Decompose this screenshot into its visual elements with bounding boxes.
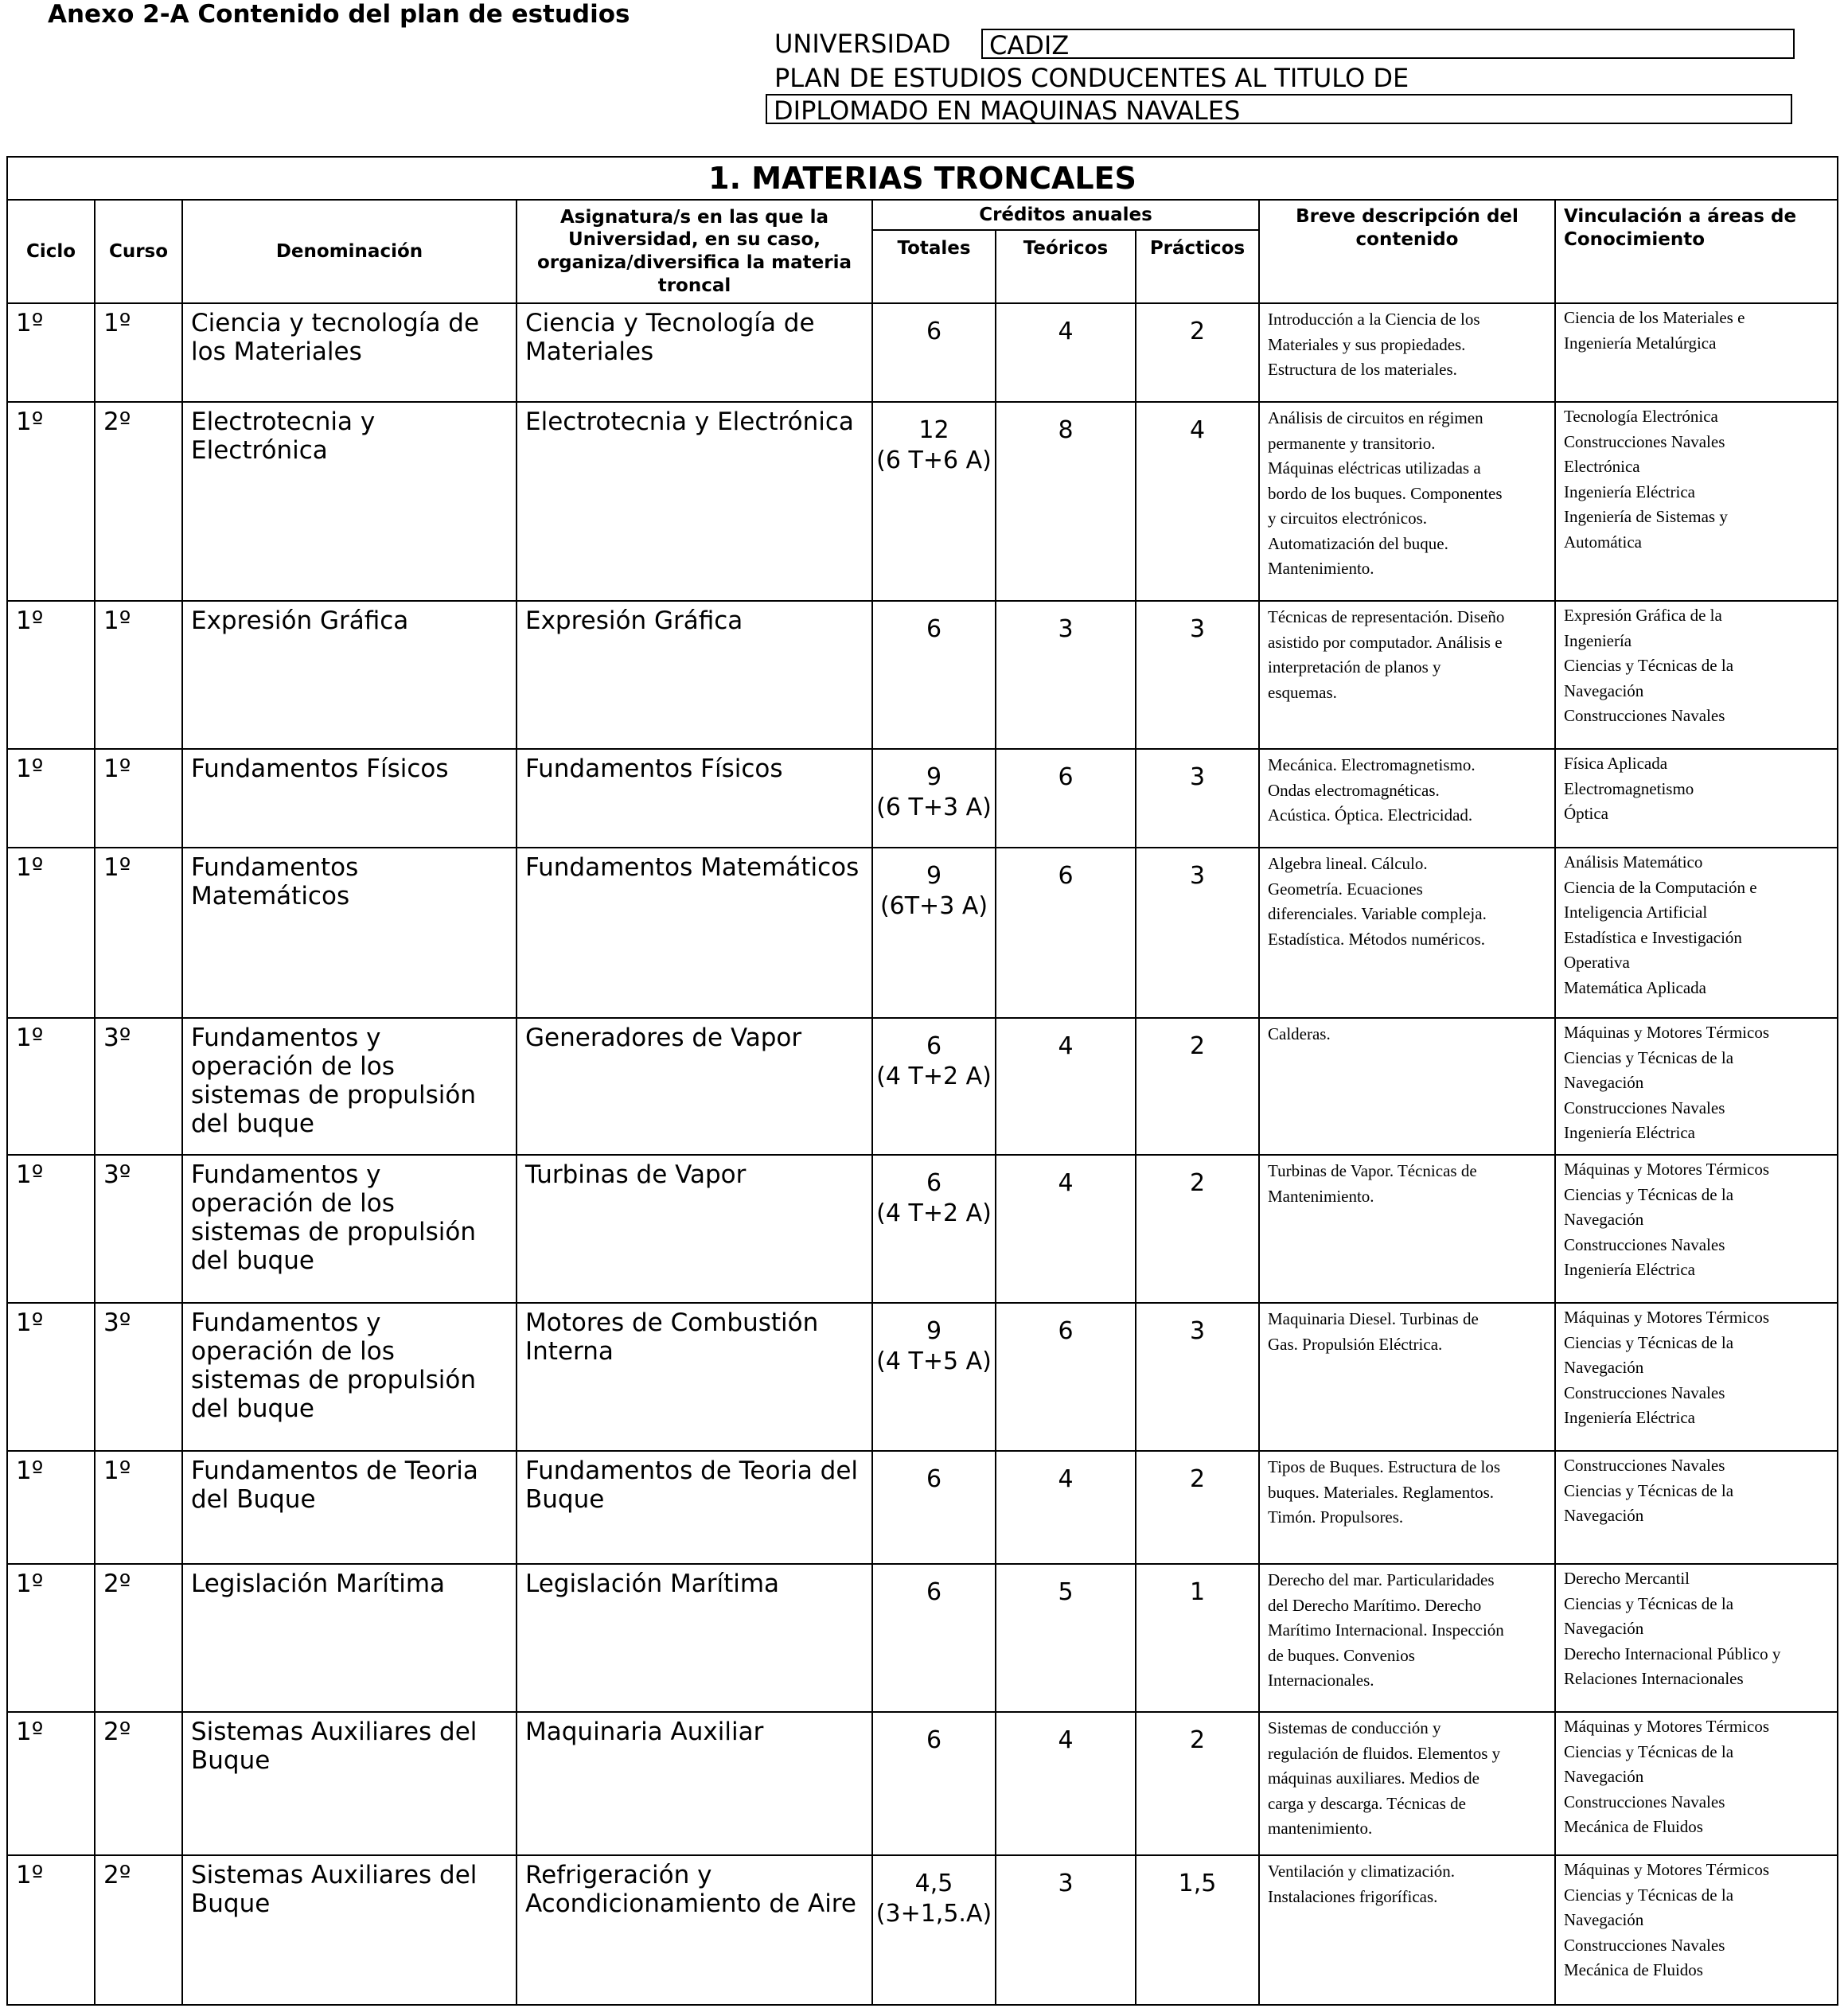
cell-ciclo: 1º (7, 848, 95, 1018)
area-line: Estadística e Investigación (1564, 927, 1742, 947)
university-block (774, 25, 1795, 124)
area-line: Operativa (1564, 953, 1630, 972)
cell-asignatura: Generadores de Vapor (517, 1018, 872, 1155)
descripcion-line: Tipos de Buques. Estructura de los (1268, 1457, 1501, 1476)
area-line: Ingeniería Eléctrica (1564, 1260, 1695, 1279)
cell-totales (872, 1451, 996, 1564)
descripcion-line: mantenimiento. (1268, 1819, 1373, 1838)
descripcion-line: Acústica. Óptica. Electricidad. (1268, 805, 1473, 825)
cell-practicos: 2 (1136, 303, 1259, 402)
cell-totales (872, 1018, 996, 1155)
descripcion-line: Derecho del mar. Particularidades (1268, 1570, 1495, 1589)
descripcion-line: máquinas auxiliares. Medios de (1268, 1768, 1479, 1788)
descripcion-line: Internacionales. (1268, 1671, 1374, 1690)
totales-detail: (4 T+2 A) (876, 1199, 992, 1227)
area-line: Ingeniería Metalúrgica (1564, 333, 1717, 353)
table-row (7, 749, 1838, 848)
area-line: Relaciones Internacionales (1564, 1669, 1744, 1688)
cell-practicos: 2 (1136, 1018, 1259, 1155)
table-row (7, 303, 1838, 402)
cell-practicos: 4 (1136, 402, 1259, 601)
area-line: Máquinas y Motores Térmicos (1564, 1308, 1769, 1327)
cell-teoricos: 8 (996, 402, 1136, 601)
descripcion-line: de buques. Convenios (1268, 1645, 1415, 1665)
area-line: Construcciones Navales (1564, 1234, 1725, 1254)
section-title: 1. MATERIAS TRONCALES (7, 157, 1838, 200)
descripcion-line: Mecánica. Electromagnetismo. (1268, 755, 1476, 774)
cell-totales (872, 1303, 996, 1451)
cell-practicos: 3 (1136, 848, 1259, 1018)
cell-totales (872, 303, 996, 402)
degree-field: DIPLOMADO EN MAQUINAS NAVALES (766, 94, 1792, 124)
area-line: Construcciones Navales (1564, 1792, 1725, 1811)
cell-curso: 2º (95, 1712, 182, 1855)
totales-value: 6 (926, 1465, 942, 1493)
cell-practicos: 3 (1136, 1303, 1259, 1451)
cell-teoricos: 3 (996, 601, 1136, 749)
materias-table (6, 156, 1838, 2006)
totales-value: 6 (926, 615, 942, 643)
cell-denominacion: Electrotecnia y Electrónica (182, 402, 517, 601)
cell-totales (872, 848, 996, 1018)
area-line: Navegación (1564, 1619, 1644, 1638)
cell-ciclo: 1º (7, 1303, 95, 1451)
descripcion-line: Algebra lineal. Cálculo. (1268, 854, 1428, 873)
totales-value: 9 (926, 763, 942, 791)
cell-teoricos: 4 (996, 303, 1136, 402)
area-line: Automática (1564, 532, 1642, 552)
cell-asignatura: Expresión Gráfica (517, 601, 872, 749)
area-line: Ingeniería Eléctrica (1564, 1408, 1695, 1427)
area-line: Construcciones Navales (1564, 1935, 1725, 1955)
cell-curso: 1º (95, 601, 182, 749)
descripcion-line: Maquinaria Diesel. Turbinas de (1268, 1309, 1479, 1328)
descripcion-line: buques. Materiales. Reglamentos. (1268, 1482, 1495, 1502)
cell-vinculacion (1555, 1303, 1838, 1451)
cell-asignatura: Motores de Combustión Interna (517, 1303, 872, 1451)
descripcion-line: esquemas. (1268, 682, 1337, 702)
cell-ciclo: 1º (7, 1712, 95, 1855)
area-line: Navegación (1564, 1358, 1644, 1377)
descripcion-line: regulación de fluidos. Elementos y (1268, 1743, 1501, 1763)
cell-denominacion: Fundamentos de Teoria del Buque (182, 1451, 517, 1564)
descripcion-line: carga y descarga. Técnicas de (1268, 1793, 1466, 1813)
area-line: Máquinas y Motores Térmicos (1564, 1023, 1769, 1042)
cell-practicos: 1 (1136, 1564, 1259, 1712)
university-field: CADIZ (981, 29, 1795, 59)
cell-teoricos: 4 (996, 1155, 1136, 1303)
cell-asignatura: Legislación Marítima (517, 1564, 872, 1712)
table-row (7, 1564, 1838, 1712)
cell-denominacion: Expresión Gráfica (182, 601, 517, 749)
cell-denominacion: Legislación Marítima (182, 1564, 517, 1712)
header-asignatura: Asignatura/s en las que la Universidad, en su caso, organiza/diversifica la materia troncal (517, 200, 872, 303)
cell-ciclo: 1º (7, 303, 95, 402)
descripcion-line: bordo de los buques. Componentes (1268, 483, 1503, 503)
descripcion-line: Marítimo Internacional. Inspección (1268, 1620, 1504, 1640)
area-line: Expresión Gráfica de la (1564, 606, 1722, 625)
cell-totales (872, 402, 996, 601)
cell-ciclo: 1º (7, 749, 95, 848)
cell-teoricos: 4 (996, 1712, 1136, 1855)
cell-vinculacion (1555, 1155, 1838, 1303)
area-line: Navegación (1564, 1767, 1644, 1786)
cell-vinculacion (1555, 402, 1838, 601)
area-line: Matemática Aplicada (1564, 977, 1707, 997)
cell-ciclo: 1º (7, 1155, 95, 1303)
totales-detail: (4 T+2 A) (876, 1062, 992, 1090)
descripcion-line: Calderas. (1268, 1024, 1331, 1043)
area-line: Ingeniería de Sistemas y (1564, 507, 1728, 526)
cell-descripcion (1259, 1855, 1555, 2005)
cell-totales (872, 601, 996, 749)
area-line: Derecho Internacional Público y (1564, 1644, 1781, 1663)
totales-detail: (6 T+3 A) (876, 793, 992, 821)
cell-descripcion (1259, 1303, 1555, 1451)
cell-asignatura: Ciencia y Tecnología de Materiales (517, 303, 872, 402)
area-line: Derecho Mercantil (1564, 1569, 1690, 1588)
cell-vinculacion (1555, 1712, 1838, 1855)
cell-descripcion (1259, 1712, 1555, 1855)
area-line: Navegación (1564, 1506, 1644, 1525)
area-line: Ciencias y Técnicas de la (1564, 1741, 1734, 1761)
cell-practicos: 1,5 (1136, 1855, 1259, 2005)
cell-ciclo: 1º (7, 1451, 95, 1564)
cell-descripcion (1259, 1018, 1555, 1155)
plan-label: PLAN DE ESTUDIOS CONDUCENTES AL TITULO DE (774, 63, 1409, 93)
cell-descripcion (1259, 749, 1555, 848)
descripcion-line: Ondas electromagnéticas. (1268, 780, 1440, 800)
cell-denominacion: Sistemas Auxiliares del Buque (182, 1712, 517, 1855)
totales-detail: (6T+3 A) (879, 891, 988, 920)
descripcion-line: Timón. Propulsores. (1268, 1507, 1404, 1527)
cell-totales (872, 749, 996, 848)
area-line: Navegación (1564, 1073, 1644, 1092)
descripcion-line: asistido por computador. Análisis e (1268, 632, 1503, 652)
cell-denominacion: Ciencia y tecnología de los Materiales (182, 303, 517, 402)
descripcion-line: y circuitos electrónicos. (1268, 509, 1428, 528)
cell-descripcion (1259, 848, 1555, 1018)
cell-practicos: 2 (1136, 1155, 1259, 1303)
area-line: Tecnología Electrónica (1564, 407, 1718, 426)
totales-value: 6 (926, 1726, 942, 1754)
cell-teoricos: 4 (996, 1018, 1136, 1155)
cell-totales (872, 1155, 996, 1303)
cell-ciclo: 1º (7, 601, 95, 749)
cell-vinculacion (1555, 601, 1838, 749)
area-line: Máquinas y Motores Térmicos (1564, 1717, 1769, 1736)
cell-denominacion: Fundamentos y operación de los sistemas de propulsión del buque (182, 1303, 517, 1451)
cell-curso: 3º (95, 1303, 182, 1451)
table-row (7, 1712, 1838, 1855)
area-line: Máquinas y Motores Térmicos (1564, 1860, 1769, 1879)
descripcion-line: Análisis de circuitos en régimen (1268, 408, 1483, 427)
area-line: Electromagnetismo (1564, 778, 1694, 798)
area-line: Mecánica de Fluidos (1564, 1960, 1703, 1979)
area-line: Mecánica de Fluidos (1564, 1817, 1703, 1836)
totales-value: 4,5 (914, 1870, 953, 1897)
cell-teoricos: 4 (996, 1451, 1136, 1564)
cell-vinculacion (1555, 303, 1838, 402)
cell-curso: 1º (95, 303, 182, 402)
descripcion-line: Turbinas de Vapor. Técnicas de (1268, 1161, 1477, 1180)
cell-ciclo: 1º (7, 402, 95, 601)
cell-denominacion: Fundamentos y operación de los sistemas de propulsión del buque (182, 1155, 517, 1303)
area-line: Construcciones Navales (1564, 1098, 1725, 1117)
totales-detail: (4 T+5 A) (876, 1347, 992, 1375)
cell-asignatura: Maquinaria Auxiliar (517, 1712, 872, 1855)
cell-totales (872, 1564, 996, 1712)
totales-value: 6 (926, 1169, 942, 1197)
area-line: Ciencias y Técnicas de la (1564, 656, 1734, 675)
table-body (7, 303, 1838, 2005)
cell-vinculacion (1555, 848, 1838, 1018)
header-ciclo: Ciclo (7, 200, 95, 303)
cell-descripcion (1259, 303, 1555, 402)
area-line: Ingeniería Eléctrica (1564, 482, 1695, 501)
header-creditos: Créditos anuales (872, 200, 1259, 230)
cell-denominacion: Fundamentos y operación de los sistemas de propulsión del buque (182, 1018, 517, 1155)
area-line: Ingeniería Eléctrica (1564, 1123, 1695, 1142)
descripcion-line: Instalaciones frigoríficas. (1268, 1886, 1438, 1906)
header-teoricos: Teóricos (996, 230, 1136, 303)
totales-detail: (6 T+6 A) (876, 446, 992, 474)
cell-curso: 1º (95, 1451, 182, 1564)
descripcion-line: permanente y transitorio. (1268, 433, 1436, 453)
table-row (7, 601, 1838, 749)
descripcion-line: Automatización del buque. (1268, 533, 1448, 553)
header-curso: Curso (95, 200, 182, 303)
totales-value: 6 (926, 318, 942, 345)
table-row (7, 1018, 1838, 1155)
cell-totales (872, 1712, 996, 1855)
descripcion-line: Gas. Propulsión Eléctrica. (1268, 1334, 1443, 1354)
descripcion-line: Geometría. Ecuaciones (1268, 879, 1423, 899)
cell-ciclo: 1º (7, 1855, 95, 2005)
cell-asignatura: Electrotecnia y Electrónica (517, 402, 872, 601)
university-label: UNIVERSIDAD (774, 29, 951, 59)
header-descripcion: Breve descripción del contenido (1259, 200, 1555, 303)
table-row (7, 848, 1838, 1018)
cell-practicos: 3 (1136, 749, 1259, 848)
cell-practicos: 2 (1136, 1712, 1259, 1855)
area-line: Análisis Matemático (1564, 852, 1703, 872)
cell-teoricos: 6 (996, 749, 1136, 848)
cell-descripcion (1259, 402, 1555, 601)
cell-vinculacion (1555, 1564, 1838, 1712)
descripcion-line: Estructura de los materiales. (1268, 360, 1457, 379)
header-denominacion: Denominación (182, 200, 517, 303)
totales-value: 9 (926, 1317, 942, 1345)
descripcion-line: diferenciales. Variable compleja. (1268, 904, 1487, 923)
header-practicos: Prácticos (1136, 230, 1259, 303)
descripcion-line: Técnicas de representación. Diseño (1268, 607, 1505, 626)
area-line: Construcciones Navales (1564, 431, 1725, 451)
header-vinculacion: Vinculación a áreas de Conocimiento (1555, 200, 1838, 303)
descripcion-line: Mantenimiento. (1268, 559, 1374, 578)
descripcion-line: Introducción a la Ciencia de los (1268, 310, 1480, 329)
cell-curso: 3º (95, 1018, 182, 1155)
cell-teoricos: 6 (996, 1303, 1136, 1451)
cell-denominacion: Fundamentos Matemáticos (182, 848, 517, 1018)
totales-detail: (3+1,5.A) (875, 1899, 992, 1928)
area-line: Ingeniería (1564, 630, 1632, 650)
area-line: Ciencias y Técnicas de la (1564, 1047, 1734, 1067)
cell-practicos: 2 (1136, 1451, 1259, 1564)
cell-vinculacion (1555, 1451, 1838, 1564)
area-line: Construcciones Navales (1564, 706, 1725, 725)
cell-vinculacion (1555, 749, 1838, 848)
cell-practicos: 3 (1136, 601, 1259, 749)
area-line: Ciencia de los Materiales e (1564, 308, 1745, 327)
area-line: Navegación (1564, 1910, 1644, 1929)
cell-asignatura: Fundamentos Matemáticos (517, 848, 872, 1018)
table-row (7, 402, 1838, 601)
area-line: Ciencias y Técnicas de la (1564, 1885, 1734, 1905)
area-line: Navegación (1564, 680, 1644, 700)
area-line: Construcciones Navales (1564, 1456, 1725, 1475)
cell-asignatura: Refrigeración y Acondicionamiento de Aire (517, 1855, 872, 2005)
cell-descripcion (1259, 1564, 1555, 1712)
cell-vinculacion (1555, 1855, 1838, 2005)
descripcion-line: Estadística. Métodos numéricos. (1268, 929, 1485, 949)
cell-asignatura: Fundamentos de Teoria del Buque (517, 1451, 872, 1564)
cell-curso: 1º (95, 749, 182, 848)
descripcion-line: interpretación de planos y (1268, 657, 1441, 677)
area-line: Física Aplicada (1564, 754, 1668, 773)
area-line: Inteligencia Artificial (1564, 903, 1708, 922)
cell-curso: 2º (95, 402, 182, 601)
descripcion-line: Mantenimiento. (1268, 1186, 1374, 1206)
table-row (7, 1855, 1838, 2005)
area-line: Ciencias y Técnicas de la (1564, 1332, 1734, 1352)
cell-descripcion (1259, 1451, 1555, 1564)
totales-value: 6 (926, 1032, 942, 1060)
totales-value: 12 (918, 416, 949, 444)
area-line: Máquinas y Motores Térmicos (1564, 1160, 1769, 1179)
cell-denominacion: Fundamentos Físicos (182, 749, 517, 848)
table-row (7, 1155, 1838, 1303)
cell-teoricos: 6 (996, 848, 1136, 1018)
area-line: Electrónica (1564, 457, 1640, 476)
cell-totales (872, 1855, 996, 2005)
area-line: Construcciones Navales (1564, 1382, 1725, 1402)
cell-teoricos: 3 (996, 1855, 1136, 2005)
cell-teoricos: 5 (996, 1564, 1136, 1712)
area-line: Ciencia de la Computación e (1564, 877, 1757, 897)
cell-descripcion (1259, 1155, 1555, 1303)
header-totales: Totales (872, 230, 996, 303)
cell-curso: 2º (95, 1855, 182, 2005)
descripcion-line: Sistemas de conducción y (1268, 1718, 1441, 1737)
annex-title: Anexo 2-A Contenido del plan de estudios (48, 0, 630, 29)
area-line: Navegación (1564, 1210, 1644, 1229)
area-line: Ciencias y Técnicas de la (1564, 1480, 1734, 1500)
table-row (7, 1303, 1838, 1451)
area-line: Óptica (1564, 804, 1608, 823)
descripcion-line: del Derecho Marítimo. Derecho (1268, 1595, 1482, 1615)
cell-asignatura: Turbinas de Vapor (517, 1155, 872, 1303)
totales-value: 9 (926, 862, 942, 890)
descripcion-line: Máquinas eléctricas utilizadas a (1268, 458, 1481, 478)
cell-ciclo: 1º (7, 1564, 95, 1712)
descripcion-line: Ventilación y climatización. (1268, 1862, 1455, 1881)
cell-curso: 3º (95, 1155, 182, 1303)
descripcion-line: Materiales y sus propiedades. (1268, 334, 1466, 354)
table-row (7, 1451, 1838, 1564)
cell-curso: 1º (95, 848, 182, 1018)
totales-value: 6 (926, 1578, 942, 1606)
cell-vinculacion (1555, 1018, 1838, 1155)
cell-descripcion (1259, 601, 1555, 749)
cell-ciclo: 1º (7, 1018, 95, 1155)
area-line: Ciencias y Técnicas de la (1564, 1593, 1734, 1613)
cell-curso: 2º (95, 1564, 182, 1712)
area-line: Ciencias y Técnicas de la (1564, 1184, 1734, 1204)
cell-asignatura: Fundamentos Físicos (517, 749, 872, 848)
cell-denominacion: Sistemas Auxiliares del Buque (182, 1855, 517, 2005)
